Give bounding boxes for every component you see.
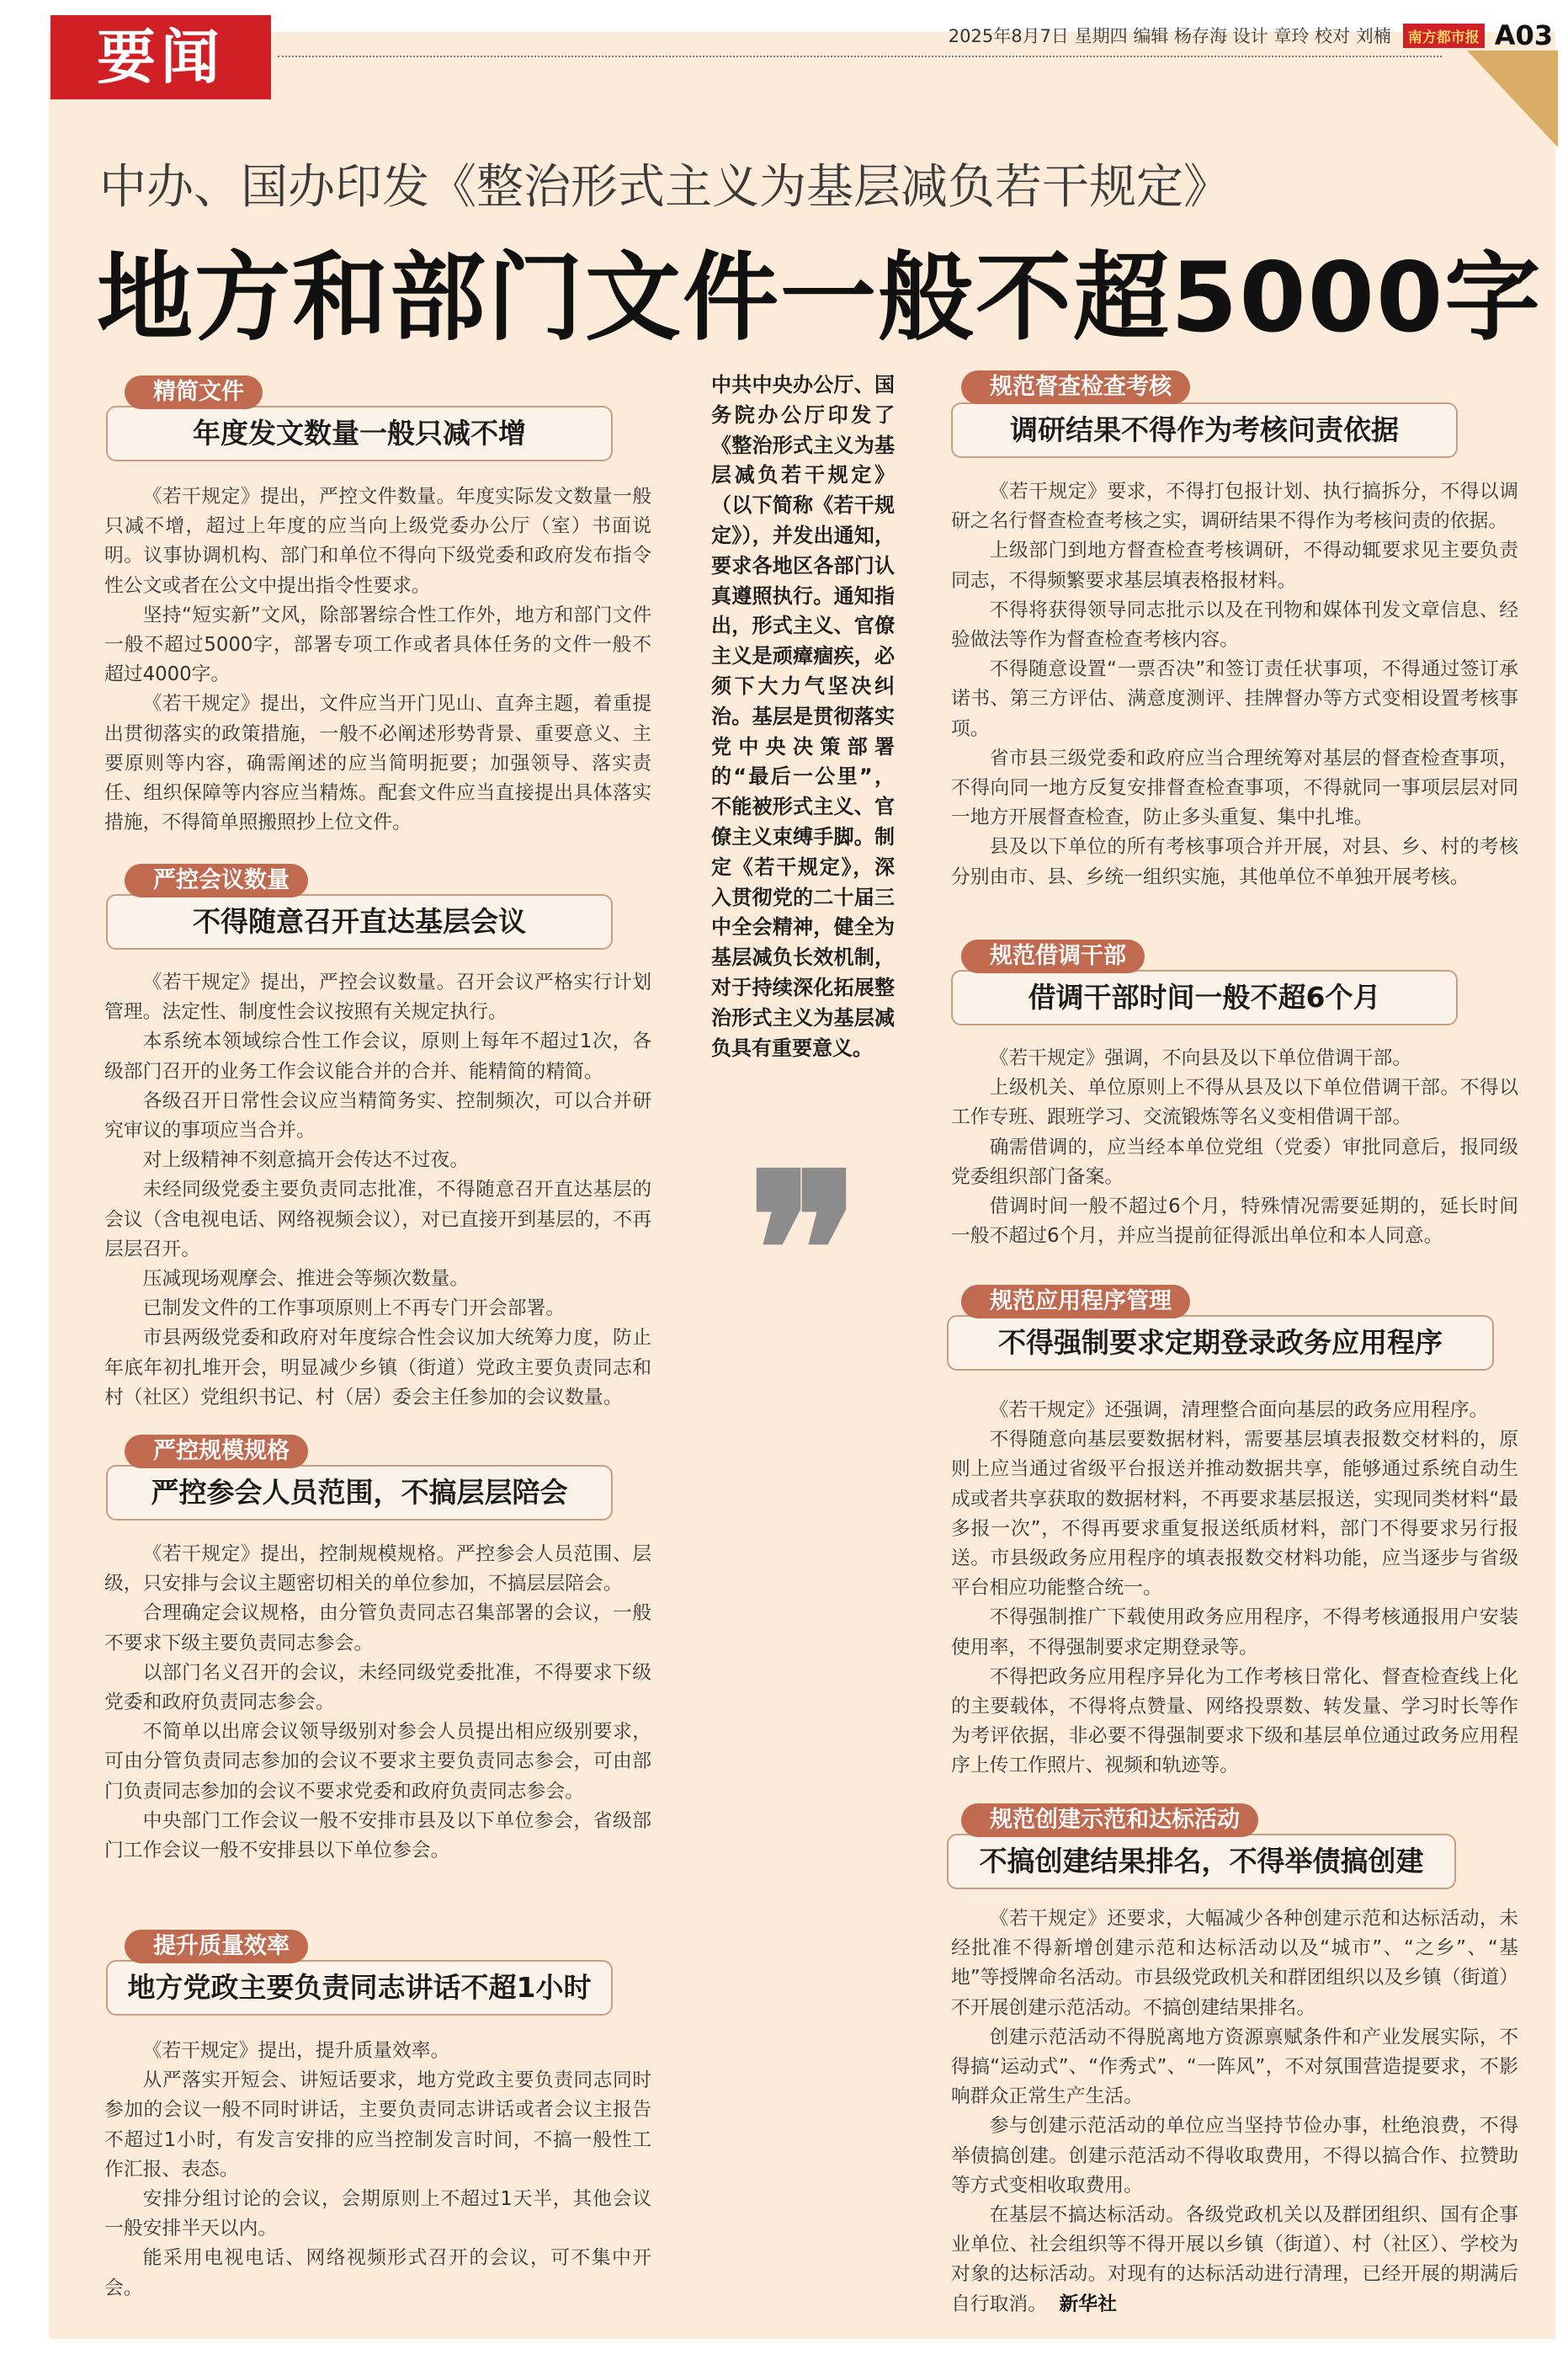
issue-weekday: 星期四 <box>1074 26 1128 46</box>
paragraph-text: 在基层不搞达标活动。各级党政机关以及群团组织、国有企事业单位、社会组织等不得开展以乡镇（街道）、村（社区）、学校为对象的达标活动。对现有的达标活动进行清理，已经开展的期满后自行取消。 <box>951 2204 1518 2315</box>
section-tag-7: 规范应用程序管理 <box>961 1285 1190 1318</box>
paragraph: 中央部门工作会议一般不安排市县及以下单位参会，省级部门工作会议一般不安排县以下单位参会。 <box>104 1809 651 1862</box>
paragraph: 参与创建示范活动的单位应当坚持节俭办事，杜绝浪费，不得举债搞创建。创建示范活动不得收取费用，不得以搞合作、拉赞助等方式变相收取费用。 <box>951 2115 1518 2197</box>
issue-date: 2025年8月7日 <box>948 26 1069 46</box>
paragraph: 《若干规定》提出，严控文件数量。年度实际发文数量一般只减不增，超过上年度的应当向上级党委办公厅（室）书面说明。议事协调机构、部门和单位不得向下级党委和政府发布指令性公文或者在公文中提出指令性要求。 <box>104 486 651 597</box>
paragraph: 从严落实开短会、讲短话要求，地方党政主要负责同志同时参加的会议一般不同时讲话，主要负责同志讲话或者会议主报告不超过1小时，有发言安排的应当控制发言时间，不搞一般性工作汇报、表态。 <box>104 2069 651 2181</box>
section-title-5: 调研结果不得作为考核问责依据 <box>951 402 1458 458</box>
section-tag-1: 精简文件 <box>125 375 263 409</box>
section-tag-6: 规范借调干部 <box>961 940 1145 973</box>
paragraph: 不得随意设置“一票否决”和签订责任状事项，不得通过签订承诺书、第三方评估、满意度测评、挂牌督办等方式变相设置考核事项。 <box>951 658 1518 740</box>
paragraph: 《若干规定》提出，控制规模规格。严控参会人员范围、层级，只安排与会议主题密切相关的单位参加，不搞层层陪会。 <box>104 1543 651 1595</box>
paragraph: 不得将获得领导同志批示以及在刊物和媒体刊发文章信息、经验做法等作为督查检查考核内容。 <box>951 599 1518 652</box>
page-corner-fold <box>1467 51 1558 147</box>
paragraph: 《若干规定》提出，严控会议数量。召开会议严格实行计划管理。法定性、制度性会议按照有关规定执行。 <box>104 972 651 1024</box>
section-body-6 <box>951 1044 1518 1251</box>
article-kicker: 中办、国办印发《整治形式主义为基层减负若干规定》 <box>99 160 1230 215</box>
paragraph: 不简单以出席会议领导级别对参会人员提出相应级别要求，可由分管负责同志参加的会议不要求主要负责同志参会，可由部门负责同志参加的会议不要求党委和政府负责同志参会。 <box>104 1721 651 1803</box>
section-title-4: 地方党政主要负责同志讲话不超1小时 <box>106 1960 613 2016</box>
section-label: 要闻 <box>50 15 271 99</box>
section-body-4 <box>104 2037 651 2303</box>
paragraph: 上级机关、单位原则上不得从县及以下单位借调干部。不得以工作专班、跟班学习、交流锻炼等名义变相借调干部。 <box>951 1077 1518 1129</box>
section-title-2: 不得随意召开直达基层会议 <box>106 894 613 950</box>
paragraph: 创建示范活动不得脱离地方资源禀赋条件和产业发展实际，不得搞“运动式”、“作秀式”、“一阵风”，不对氛围营造提要求，不影响群众正常生产生活。 <box>951 2026 1518 2108</box>
paragraph: 压减现场观摩会、推进会等频次数量。 <box>142 1268 470 1291</box>
section-title-8: 不搞创建结果排名，不得举债搞创建 <box>947 1834 1456 1889</box>
section-body-7 <box>951 1396 1518 1781</box>
paragraph: 县及以下单位的所有考核事项合并开展，对县、乡、村的考核分别由市、县、乡统一组织实施，其他单位不单独开展考核。 <box>951 836 1518 888</box>
article-lead: 中共中央办公厅、国务院办公厅印发了《整治形式主义为基层减负若干规定》（以下简称《若干规定》），并发出通知，要求各地区各部门认真遵照执行。通知指出，形式主义、官僚主义是顽瘴痼疾，必须下大力气坚决纠治。基层是贯彻落实党中央决策部署的“最后一公里”，不能被形式主义、官僚主义束缚手脚。制定《若干规定》，深入贯彻党的二十届三中全会精神，健全为基层减负长效机制，对于持续深化拓展整治形式主义为基层减负具有重要意义。 <box>711 373 895 1060</box>
paragraph: 借调时间一般不超过6个月，特殊情况需要延期的，延长时间一般不超过6个月，并应当提前征得派出单位和本人同意。 <box>951 1196 1518 1248</box>
paragraph: 《若干规定》要求，不得打包报计划、执行搞拆分，不得以调研之名行督查检查考核之实，调研结果不得作为考核问责的依据。 <box>951 481 1518 533</box>
paragraph: 本系统本领域综合性工作会议，原则上每年不超过1次，各级部门召开的业务工作会议能合并的合并、能精简的精简。 <box>104 1031 651 1083</box>
section-tag-4: 提升质量效率 <box>125 1930 308 1963</box>
credits: 编辑 杨存海 设计 章玲 校对 刘楠 <box>1133 26 1391 46</box>
paragraph: 对上级精神不刻意搞开会传达不过夜。 <box>142 1149 470 1172</box>
paragraph: 确需借调的，应当经本单位党组（党委）审批同意后，报同级党委组织部门备案。 <box>951 1136 1518 1188</box>
section-title-1: 年度发文数量一般只减不增 <box>106 406 613 461</box>
paragraph: 合理确定会议规格，由分管负责同志召集部署的会议，一般不要求下级主要负责同志参会。 <box>104 1602 651 1654</box>
section-body-8 <box>951 1904 1518 2319</box>
paragraph: 《若干规定》还要求，大幅减少各种创建示范和达标活动，未经批准不得新增创建示范和达标活动以及“城市”、“之乡”、“基地”等授牌命名活动。市县级党政机关和群团组织以及乡镇（街道）不开展创建示范活动。不搞创建结果排名。 <box>951 1908 1518 2019</box>
paragraph: 能采用电视电话、网络视频形式召开的会议，可不集中开会。 <box>104 2247 651 2299</box>
paragraph: 《若干规定》强调，不向县及以下单位借调干部。 <box>989 1047 1412 1069</box>
section-tag-8: 规范创建示范和达标活动 <box>961 1803 1258 1837</box>
paragraph: 不得把政务应用程序异化为工作考核日常化、督查检查线上化的主要载体，不得将点赞量、网络投票数、转发量、学习时长等作为考评依据，非必要不得强制要求下级和基层单位通过政务应用程序上传工作照片、视频和轨迹等。 <box>951 1665 1518 1777</box>
paragraph: 安排分组讨论的会议，会期原则上不超过1天半，其他会议一般安排半天以内。 <box>104 2188 651 2240</box>
paragraph: 《若干规定》提出，提升质量效率。 <box>142 2040 450 2062</box>
section-title-3: 严控参会人员范围，不搞层层陪会 <box>106 1465 613 1521</box>
newspaper-logo: 南方都市报 <box>1403 24 1485 48</box>
news-source: 新华社 <box>1059 2293 1117 2315</box>
paragraph: 《若干规定》提出，文件应当开门见山、直奔主题，着重提出贯彻落实的政策措施，一般不必阐述形势背景、重要意义、主要原则等内容，确需阐述的应当简明扼要；加强领导、落实责任、组织保障等内容应当精炼。配套文件应当直接提出具体落实措施，不得简单照搬照抄上位文件。 <box>104 693 651 834</box>
section-title-7: 不得强制要求定期登录政务应用程序 <box>947 1315 1494 1371</box>
section-tag-2: 严控会议数量 <box>125 864 308 897</box>
section-body-3 <box>104 1540 651 1866</box>
article-headline: 地方和部门文件一般不超5000字 <box>97 242 1543 354</box>
section-tag-5: 规范督查检查考核 <box>961 370 1190 404</box>
quote-mark-icon: ❞ <box>747 1126 861 1374</box>
section-body-5 <box>951 477 1518 892</box>
paragraph: 以部门名义召开的会议，未经同级党委批准，不得要求下级党委和政府负责同志参会。 <box>104 1661 651 1714</box>
paragraph: 省市县三级党委和政府应当合理统筹对基层的督查检查事项，不得向同一地方反复安排督查检查事项，不得就同一事项层层对同一地方开展督查检查，防止多头重复、集中扎堆。 <box>951 747 1518 829</box>
paragraph: 不得强制推广下载使用政务应用程序，不得考核通报用户安装使用率，不得强制要求定期登录等。 <box>951 1606 1518 1659</box>
paragraph: 各级召开日常性会议应当精简务实、控制频次，可以合并研究审议的事项应当合并。 <box>104 1089 651 1142</box>
paragraph: 坚持“短实新”文风，除部署综合性工作外，地方和部门文件一般不超过5000字，部署专项工作或者具体任务的文件一般不超过4000字。 <box>104 604 651 686</box>
paragraph <box>951 2201 1518 2319</box>
paragraph: 未经同级党委主要负责同志批准，不得随意召开直达基层的会议（含电视电话、网络视频会议），对已直接开到基层的，不再层层召开。 <box>104 1179 651 1260</box>
paragraph: 《若干规定》还强调，清理整合面向基层的政务应用程序。 <box>989 1399 1489 1421</box>
paragraph: 不得随意向基层要数据材料，需要基层填表报数交材料的，原则上应当通过省级平台报送并推动数据共享，能够通过系统自动生成或者共享获取的数据材料，不再要求基层报送，实现同类材料“最多报一次”，不得再要求重复报送纸质材料，部门不得要求另行报送。市县级政务应用程序的填表报数交材料功能，应当逐步与省级平台相应功能整合统一。 <box>951 1429 1518 1600</box>
section-title-6: 借调干部时间一般不超6个月 <box>951 970 1458 1025</box>
section-body-1 <box>104 482 651 838</box>
paragraph: 上级部门到地方督查检查考核调研，不得动辄要求见主要负责同志，不得频繁要求基层填表格报材料。 <box>951 540 1518 592</box>
masthead <box>949 19 1553 52</box>
page-number: A03 <box>1494 19 1553 51</box>
section-tag-3: 严控规模规格 <box>125 1435 308 1468</box>
header-divider <box>278 56 1442 57</box>
paragraph: 已制发文件的工作事项原则上不再专门开会部署。 <box>142 1297 566 1320</box>
torn-paper-edge <box>34 126 64 2315</box>
paragraph: 市县两级党委和政府对年度综合性会议加大统筹力度，防止年底年初扎堆开会，明显减少乡镇（街道）党政主要负责同志和村（社区）党组织书记、村（居）委会主任参加的会议数量。 <box>104 1327 651 1409</box>
section-body-2 <box>104 968 651 1413</box>
